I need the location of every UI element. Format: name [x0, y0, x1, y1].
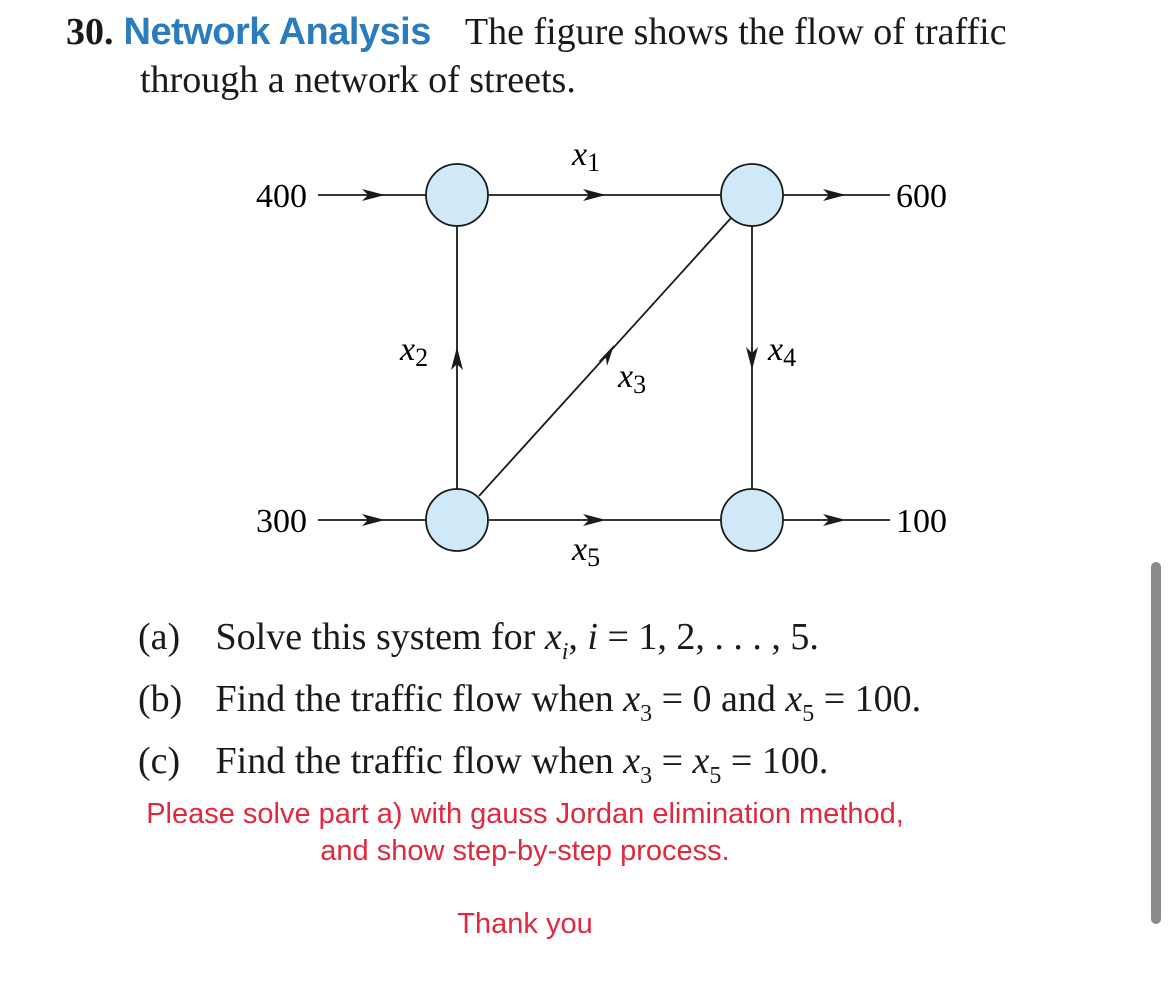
part-c-var2: x [692, 740, 710, 782]
part-a-var: x [544, 616, 562, 658]
part-b-sub2: 5 [802, 701, 815, 727]
part-c-rest: = 100. [730, 740, 829, 782]
part-c-sub2: 5 [709, 763, 722, 789]
problem-topic: Network Analysis [123, 11, 431, 53]
edge-x4-label: x4 [768, 331, 797, 372]
part-b-label: (b) [138, 678, 183, 720]
part-c-text: Find the traffic flow when [215, 740, 614, 782]
part-a-sep: , [568, 616, 578, 658]
edge-x3-label: x3 [618, 358, 647, 399]
outflow-top-label: 600 [896, 178, 947, 215]
node-top-right [721, 164, 783, 226]
outflow-bottom-label: 100 [896, 503, 947, 540]
part-b-rest: = 100. [823, 678, 922, 720]
part-a-sub: i [561, 639, 569, 665]
part-b-mid: = 0 and [661, 678, 776, 720]
inflow-bottom-label: 300 [256, 503, 307, 540]
part-b-var2: x [785, 678, 803, 720]
request-note [0, 796, 1050, 870]
edge-x1-label: x1 [572, 136, 601, 177]
edge-x2-label: x2 [400, 331, 429, 372]
vertical-scrollbar[interactable] [1151, 562, 1161, 924]
node-bottom-right [721, 489, 783, 551]
part-c-var1: x [623, 740, 641, 782]
problem-intro-line1: The figure shows the flow of traffic [464, 11, 1007, 53]
part-b-sub1: 3 [640, 701, 653, 727]
node-top-left [426, 164, 488, 226]
part-c-label: (c) [138, 740, 181, 782]
part-a [138, 612, 921, 674]
part-c-eq: = [661, 740, 684, 782]
request-note-line2: and show step-by-step process. [320, 835, 730, 867]
part-a-index: i [587, 616, 598, 658]
part-b-text: Find the traffic flow when [215, 678, 614, 720]
part-c-sub1: 3 [640, 763, 653, 789]
question-parts [138, 612, 921, 798]
part-a-label: (a) [138, 616, 181, 658]
part-a-text: Solve this system for [215, 616, 536, 658]
request-note-line1: Please solve part a) with gauss Jordan elimination method, [146, 798, 904, 830]
part-a-rest: = 1, 2, . . . , 5. [607, 616, 819, 658]
thank-you-text: Thank you [457, 908, 593, 940]
part-b-var1: x [623, 678, 641, 720]
problem-intro-line2: through a network of streets. [140, 59, 576, 101]
part-b [138, 674, 921, 736]
part-c [138, 736, 921, 798]
edge-x5-label: x5 [572, 531, 601, 572]
node-bottom-left [426, 489, 488, 551]
problem-number: 30. [66, 11, 114, 53]
inflow-top-label: 400 [256, 178, 307, 215]
